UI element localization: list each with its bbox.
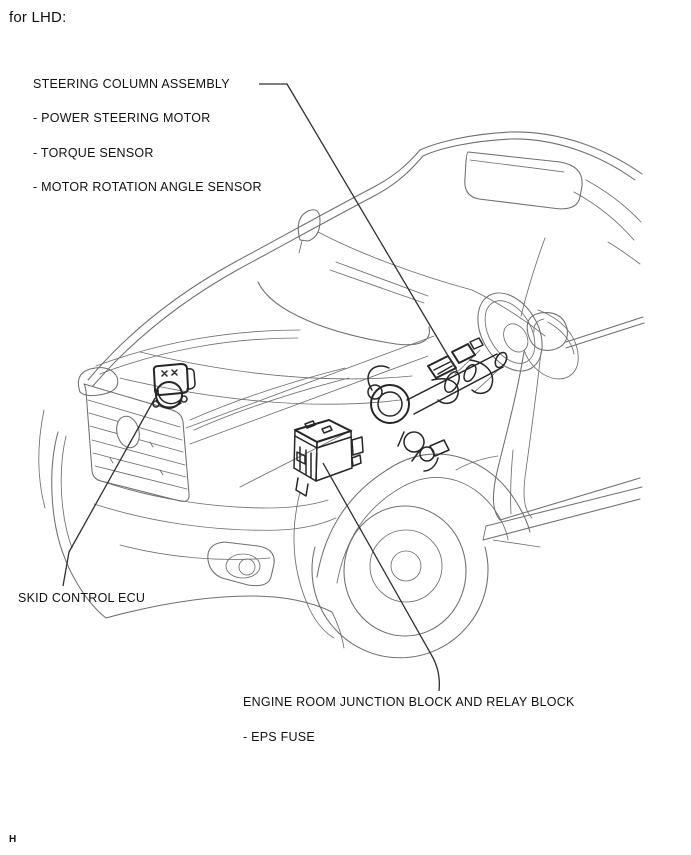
callout-steering-column-title: STEERING COLUMN ASSEMBLY bbox=[33, 77, 230, 91]
leader-junction-block bbox=[323, 463, 439, 691]
callout-skid-control-ecu: SKID CONTROL ECU bbox=[18, 591, 146, 605]
skid-control-ecu-drawing bbox=[153, 364, 195, 408]
callout-power-steering-motor: - POWER STEERING MOTOR bbox=[33, 111, 211, 125]
callout-junction-block-title: ENGINE ROOM JUNCTION BLOCK AND RELAY BLOCK bbox=[243, 695, 575, 709]
steering-column-assembly-drawing bbox=[368, 338, 509, 471]
junction-block-drawing bbox=[294, 420, 363, 496]
callout-eps-fuse: - EPS FUSE bbox=[243, 730, 315, 744]
leader-skid-control-ecu bbox=[63, 398, 155, 586]
leader-steering-column bbox=[259, 84, 457, 371]
callout-motor-rotation-angle-sensor: - MOTOR ROTATION ANGLE SENSOR bbox=[33, 180, 262, 194]
page-marker: H bbox=[9, 834, 17, 845]
variant-label: for LHD: bbox=[9, 9, 67, 26]
car-outline bbox=[39, 132, 644, 658]
callout-torque-sensor: - TORQUE SENSOR bbox=[33, 146, 154, 160]
